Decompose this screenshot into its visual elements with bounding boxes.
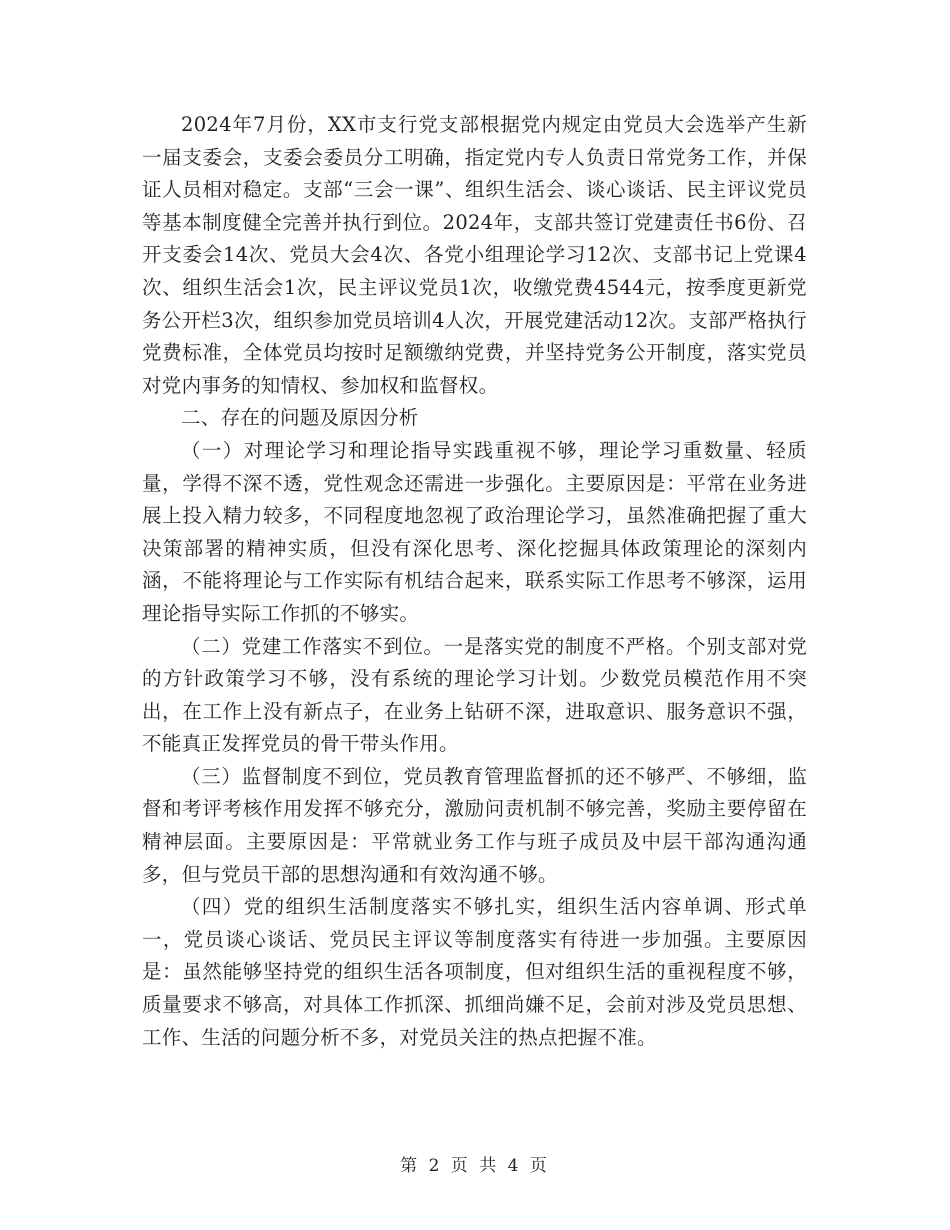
paragraph-problem-4: （四）党的组织生活制度落实不够扎实，组织生活内容单调、形式单一，党员谈心谈话、党员民主评议等制度落实有待进一步加强。主要原因是：虽然能够坚持党的组织生活各项制度，但对组织生活的重视程度不够，质量要求不够高，对具体工作抓深、抓细尚嫌不足，会前对涉及党员思想、工作、生活的问题分析不多，对党员关注的热点把握不准。 xyxy=(142,895,807,1049)
paragraph-problem-1: （一）对理论学习和理论指导实践重视不够，理论学习重数量、轻质量，学得不深不透，党性观念还需进一步强化。主要原因是：平常在业务进展上投入精力较多，不同程度地忽视了政治理论学习，虽然准确把握了重大决策部署的精神实质，但没有深化思考、深化挖掘具体政策理论的深刻内涵，不能将理论与工作实际有机结合起来，联系实际工作思考不够深，运用理论指导实际工作抓的不够实。 xyxy=(142,438,807,625)
page-footer: 第 2 页 共 4 页 xyxy=(400,1156,550,1176)
paragraph-party-branch-summary: 2024年7月份，XX市支行党支部根据党内规定由党员大会选举产生新一届支委会，支委会委员分工明确，指定党内专人负责日常党务工作，并保证人员相对稳定。支部“三会一课”、组织生活会、谈心谈话、民主评议党员等基本制度健全完善并执行到位。2024年，支部共签订党建责任书6份、召开支委会14次、党员大会4次、各党小组理论学习12次、支部书记上党课4次、组织生活会1次，民主评议党员1次，收缴党费4544元，按季度更新党务公开栏3次，组织参加党员培训4人次，开展党建活动12次。支部严格执行党费标准，全体党员均按时足额缴纳党费，并坚持党务公开制度，落实党员对党内事务的知情权、参加权和监督权。 xyxy=(142,113,807,397)
section-heading-problems: 二、存在的问题及原因分析 xyxy=(181,406,419,430)
document-body xyxy=(142,109,807,1054)
paragraph-problem-2: （二）党建工作落实不到位。一是落实党的制度不严格。个别支部对党的方针政策学习不够，没有系统的理论学习计划。少数党员模范作用不突出，在工作上没有新点子，在业务上钻研不深，进取意识、服务意识不强，不能真正发挥党员的骨干带头作用。 xyxy=(142,634,807,756)
paragraph-problem-3: （三）监督制度不到位，党员教育管理监督抓的还不够严、不够细，监督和考评考核作用发挥不够充分，激励问责机制不够完善，奖励主要停留在精神层面。主要原因是：平常就业务工作与班子成员及中层干部沟通沟通多，但与党员干部的思想沟通和有效沟通不够。 xyxy=(142,764,807,886)
